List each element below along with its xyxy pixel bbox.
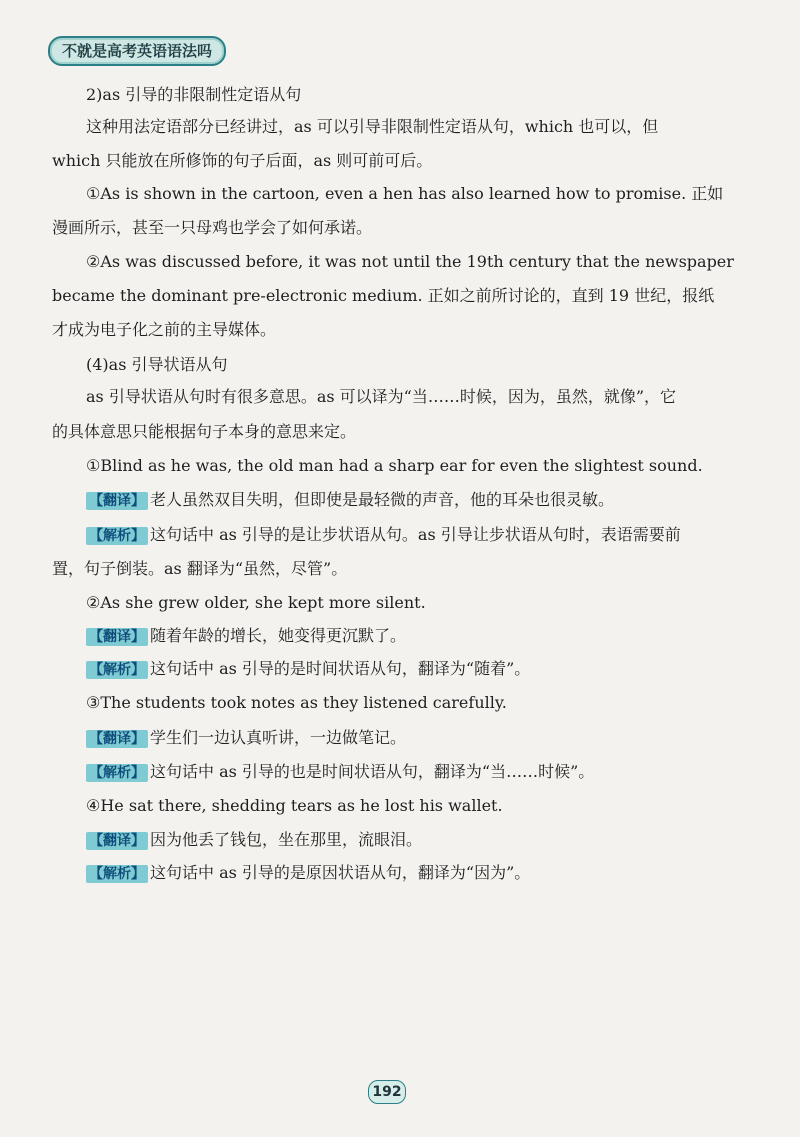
example-sentence: ④He sat there, shedding tears as he lost his wallet. xyxy=(86,796,503,815)
analysis-text: 置，句子倒装。as 翻译为“虽然，尽管”。 xyxy=(52,559,348,578)
example-translation: 漫画所示，甚至一只母鸡也学会了如何承诺。 xyxy=(52,218,373,237)
translation-tag: 【翻译】 xyxy=(86,492,148,510)
analysis-text: 这句话中 as 引导的是让步状语从句。as 引导让步状语从句时，表语需要前 xyxy=(150,525,681,544)
translation-text: 随着年龄的增长，她变得更沉默了。 xyxy=(150,626,407,645)
page-number: 192 xyxy=(368,1080,406,1104)
analysis-tag: 【解析】 xyxy=(86,661,148,679)
translation-row xyxy=(86,829,726,851)
chapter-badge: 不就是高考英语语法吗 xyxy=(48,36,226,66)
translation-tag: 【翻译】 xyxy=(86,730,148,748)
translation-text: 因为他丢了钱包，坐在那里，流眼泪。 xyxy=(150,830,423,849)
translation-row xyxy=(86,727,726,749)
paragraph-line: 的具体意思只能根据句子本身的意思来定。 xyxy=(52,422,357,441)
analysis-row xyxy=(86,658,726,680)
analysis-tag: 【解析】 xyxy=(86,527,148,545)
example-sentence: ①As is shown in the cartoon, even a hen has also learned how to promise. 正如 xyxy=(86,184,724,203)
translation-row xyxy=(86,625,726,647)
example-sentence: ②As was discussed before, it was not until the 19th century that the newspaper xyxy=(86,252,734,271)
analysis-tag: 【解析】 xyxy=(86,764,148,782)
example-sentence: ③The students took notes as they listened carefully. xyxy=(86,693,507,712)
analysis-row xyxy=(86,761,726,783)
analysis-row xyxy=(86,524,726,546)
paragraph-line: as 引导状语从句时有很多意思。as 可以译为“当……时候，因为，虽然，就像”，它 xyxy=(86,387,677,406)
translation-tag: 【翻译】 xyxy=(86,832,148,850)
section-heading-adverbial: (4)as 引导状语从句 xyxy=(86,355,228,374)
translation-text: 学生们一边认真听讲，一边做笔记。 xyxy=(150,728,407,747)
example-translation: 才成为电子化之前的主导媒体。 xyxy=(52,320,277,339)
analysis-row xyxy=(86,862,726,884)
translation-text: 老人虽然双目失明，但即使是最轻微的声音，他的耳朵也很灵敏。 xyxy=(150,490,615,509)
example-sentence: ②As she grew older, she kept more silent. xyxy=(86,593,426,612)
paragraph-line: 这种用法定语部分已经讲过，as 可以引导非限制性定语从句，which 也可以，但 xyxy=(86,117,659,136)
translation-tag: 【翻译】 xyxy=(86,628,148,646)
example-sentence: became the dominant pre-electronic medium. 正如之前所讨论的，直到 19 世纪，报纸 xyxy=(52,286,715,305)
section-heading-non-restrictive: 2)as 引导的非限制性定语从句 xyxy=(86,85,302,104)
analysis-text: 这句话中 as 引导的也是时间状语从句，翻译为“当……时候”。 xyxy=(150,762,595,781)
paragraph-line: which 只能放在所修饰的句子后面，as 则可前可后。 xyxy=(52,151,433,170)
translation-row xyxy=(86,489,726,511)
analysis-tag: 【解析】 xyxy=(86,865,148,883)
example-sentence: ①Blind as he was, the old man had a sharp ear for even the slightest sound. xyxy=(86,456,703,475)
analysis-text: 这句话中 as 引导的是原因状语从句，翻译为“因为”。 xyxy=(150,863,531,882)
analysis-text: 这句话中 as 引导的是时间状语从句，翻译为“随着”。 xyxy=(150,659,531,678)
